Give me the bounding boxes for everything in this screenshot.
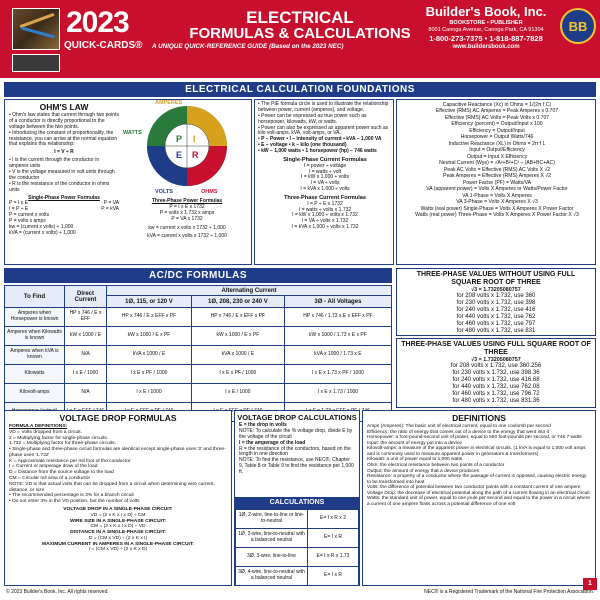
definition-item: Resistance: a property of a conductor where the passage of current is opposed, causing electric energy to be transformed into heat: [367, 474, 587, 485]
formula-item: Efficiency (percent) = Output/Input x 100: [451, 121, 543, 128]
section-title-foundations: ELECTRICAL CALCULATION FOUNDATIONS: [4, 82, 596, 97]
acdc-table: [4, 285, 392, 422]
col-alternating-current: Alternating Current: [107, 286, 392, 296]
cell: HP x 746 / 1.73 x E x EFF x PF: [284, 308, 391, 327]
ohms-law-title: OHM'S LAW: [39, 102, 89, 112]
vdf-line: VD = Volts dropped from a circuit.: [9, 429, 82, 435]
pie-bullet: • P – Power • I – intensity of current • kVA – 1,000 VA: [258, 136, 382, 143]
ohms-eq: I = V ÷ R: [54, 149, 74, 156]
table-row: [236, 510, 359, 529]
table-row: [236, 567, 359, 586]
table-row: [5, 365, 392, 384]
definition-item: Output: the amount of energy that a device produces: [367, 468, 479, 474]
ohms-law-wheel: [145, 104, 229, 188]
tp2-line: for 480 volts x 1.732, use 831.36: [452, 397, 540, 404]
three-phase-values-box-2: [396, 338, 596, 408]
pie-bullet: • kW – 1,000 watts • 1 horsepower (hp) – 746 watts: [258, 148, 377, 155]
cell: kVA x 1000 / E: [107, 346, 192, 365]
cell: kVA x 1000 / E: [191, 346, 284, 365]
formula-item: Effective (RMS) AC Volts = Peak Volts x 0.707: [444, 114, 550, 121]
tp1-list: [397, 293, 595, 334]
tp-current-formula: I = kW x 1,000 ÷ volts x 1.732: [292, 212, 358, 219]
sp-formula: P = kVA: [101, 206, 119, 213]
page-number: 1: [583, 578, 597, 590]
wheel-label-volts: VOLTS: [155, 189, 173, 195]
vdf-line: NOTE: VD is that actual volts that can be dropped from a circuit when determining wire current, distance, or size: [9, 481, 215, 493]
single-phase-title: Single-Phase Power Formulas: [28, 194, 100, 201]
ohms-p1: • Ohm's law states that current through two points of a conductor is directly proportional to the voltage between the two points.: [9, 112, 119, 130]
formula-item: VA 3-Phase = Volts X Amperes X √3: [456, 199, 538, 206]
formula-item: Neutral Current (Wye) = √A²+B²+C² – (AB+BC+AC): [439, 160, 555, 167]
table-row: [236, 548, 359, 567]
vdf-line: I = Current or amperage draw of the load: [9, 464, 98, 470]
vdf-line: • The recommended percentage is 3% for a branch circuit: [9, 493, 134, 499]
header-title-line2: FORMULAS & CALCULATIONS: [189, 25, 411, 42]
vdf-equation: D = (CM x VD) ÷ (2 x K x I): [88, 535, 148, 541]
cell: kW x 1000 / 1.73 x E x PF: [284, 327, 391, 346]
vdf-equation: VD = (2 x K x I x D) ÷ CM: [90, 512, 146, 518]
table-row: [5, 384, 392, 403]
vdc-title: VOLTAGE DROP CALCULATIONS: [237, 413, 357, 422]
acdc-title: AC/DC FORMULAS: [4, 268, 392, 283]
table-row: [236, 529, 359, 548]
formula-item: Watts (real power) Three-Phase = Volts X Amperes X Power Factor X √3: [415, 211, 579, 218]
col-1phase-240: 1Ø, 208, 230 or 240 V: [191, 296, 284, 308]
electrical-definitions-formulas: [396, 99, 596, 265]
calc-cell: 1Ø, 2-wire, line-to-line or line-to-neutral: [236, 510, 308, 529]
pie-bullet: • E – voltage • k – kilo (one thousand): [258, 142, 347, 149]
definition-item: Kilowatt: a unit of power equal to 1,000 watts: [367, 457, 463, 463]
vdf-heading: WIRE SIZE IN A SINGLE-PHASE CIRCUIT:: [69, 518, 167, 524]
tp-current-formula: I = P ÷ E x 1732: [307, 200, 343, 207]
three-phase-current-title: Three-Phase Current Formulas: [283, 195, 367, 202]
tp2-title: THREE-PHASE VALUES USING FULL SQUARE ROOT OF THREE: [401, 341, 591, 356]
svg-text:R: R: [192, 150, 199, 160]
calc-cell: E= I x R x 2: [308, 510, 359, 529]
sp-formula: kVA = (current x volts) ÷ 1,000: [9, 229, 76, 236]
tp-current-formula: I = watts ÷ volts x 1.732: [298, 206, 352, 213]
publisher-website[interactable]: www.buildersbook.com: [452, 44, 520, 50]
footer: [0, 588, 600, 600]
formula-item: Inductive Reactance (XL) in Ohms = 2π f L: [448, 140, 546, 147]
row-header: Amperes when kVA is known: [5, 346, 65, 365]
calc-cell: 3Ø, 3-wire, line-to-line: [236, 548, 308, 567]
header-title-line1: ELECTRICAL: [246, 8, 354, 27]
tp-formula: P = volts x 1.732 x amps: [159, 209, 215, 216]
formula-item: Output = Input X Efficiency: [466, 153, 528, 160]
vdf-heading: MAXIMUM CURRENT IN AMPERES IN A SINGLE-PHASE CIRCUIT:: [42, 541, 194, 547]
cell: HP x 746 / E x EFF x PF: [191, 308, 284, 327]
sp-current-formula: I = VA ÷ volts: [310, 180, 340, 187]
tp1-line: for 208 volts x 1.732, use 360: [456, 293, 536, 300]
cell: I x E x 1.73 x PF / 1000: [284, 365, 391, 384]
cell: I x E / 1000: [65, 365, 107, 384]
definition-item: Volts: the difference of potential between two conductor points with a constant current of one ampere: [367, 485, 581, 491]
definitions-list: [363, 423, 595, 508]
pie-text: [258, 102, 392, 231]
calc-cell: 3Ø, 4-wire, line-to-neutral with a balanced neutral: [236, 567, 308, 586]
three-phase-values-box-1: [396, 268, 596, 336]
formula-item: Horsepower = Output Watts/746: [460, 134, 534, 141]
header-photo: [12, 8, 60, 50]
table-row: [5, 327, 392, 346]
cell: kVA x 1000 / 1.73 x E: [284, 346, 391, 365]
header-banner: [0, 0, 600, 78]
ohms-text: [9, 113, 119, 237]
cell: N/A: [65, 384, 107, 403]
vdf-line: D = Distance from the source voltage to the load: [9, 470, 114, 476]
sp-current-formula: I = kW x 1,000 ÷ volts: [301, 174, 349, 181]
header-photo-small: [12, 54, 60, 72]
tp2-list: [397, 363, 595, 404]
vdf-equation: CM = (2 x K x I x D) ÷ VD: [90, 524, 146, 530]
three-phase-power-title: Three-Phase Power Formulas: [151, 198, 223, 204]
definition-item: Amps (Amperes): The basic unit of electrical current, equal to one coulomb per second: [367, 424, 551, 429]
tp2-line: for 230 volts x 1.732, use 398.36: [452, 370, 540, 377]
wheel-label-watts: WATTS: [123, 130, 142, 136]
vdf-line: • Do not enter 3% in the VD position, but the number of volts: [9, 499, 140, 505]
vdf-title: VOLTAGE DROP FORMULAS: [59, 413, 177, 423]
vdf-heading: VOLTAGE DROP IN A SINGLE-PHASE CIRCUIT:: [63, 506, 173, 512]
pie-intro: • The PIE formula circle is used to illustrate the relationship between power, current (amperes), and voltage.: [258, 101, 389, 113]
sp-formula: P = volts x amps: [9, 218, 46, 225]
tp1-sub: √3 = 1.73205080757: [471, 287, 521, 294]
header-quick-cards: QUICK-CARDS®: [64, 40, 143, 51]
publisher-logo: [560, 8, 596, 44]
col-to-find: To Find: [5, 286, 65, 308]
definition-item: Input: the amount of energy put into a device: [367, 440, 462, 446]
voltage-drop-calculations-box: [234, 410, 360, 586]
vdf-heading: DISTANCE IN A SINGLE-PHASE CIRCUIT:: [70, 530, 166, 536]
ohms-p2: • Introducing the constant of proportionality, the resistance, you can arrive at the normal equation that explains this relationship:: [9, 129, 118, 148]
calc-cell: E= I x R: [308, 529, 359, 548]
vdf-line: K = Approximate resistance per mil foot of the conductor: [9, 458, 131, 464]
calculations-table: [235, 509, 359, 586]
vdf-equation: I = (CM x VD) ÷ (2 x K x D): [88, 547, 148, 553]
definition-item: Efficiency: the ratio of energy that comes out of a device to the energy that went into it: [367, 429, 550, 435]
sp-formula: P = current x volts: [9, 212, 50, 219]
tp1-line: for 460 volts x 1.732, use 797: [456, 320, 536, 327]
vdf-line: CM = Circular mil area of a conductor: [9, 476, 91, 482]
three-phase-power-block: [127, 199, 247, 240]
formula-item: Peak AC Volts = Effective (RMS) AC Volts X √2: [443, 166, 551, 173]
sp-current-formula: I = power ÷ voltage: [303, 162, 347, 169]
wheel-label-amperes: AMPERES: [155, 100, 183, 106]
formula-item: VA (apparent power) = Volts X Amperes or Watts/Power Factor: [426, 186, 568, 193]
formula-item: Effective (RMS) AC Amperes = Peak Amperes x 0.707: [435, 108, 559, 115]
header-tagline: A UNIQUE QUICK-REFERENCE GUIDE (Based on the 2023 NEC): [152, 43, 344, 50]
calc-cell: 1Ø, 3-wire, line-to-neutral with a balanced neutral: [236, 529, 308, 548]
ohms-p4: • V is the voltage measured in volt units through the conductor: [9, 169, 115, 181]
tp-formula: P = I x E x 1732: [169, 203, 205, 210]
definition-item: Kilovolt-amps: a measure of the apparent power in electrical circuits. (1 kVA is equal to 1,000 volt amps and is commonly used to measure apparent power in generators & transformers): [367, 446, 586, 457]
formula-item: Power Factor (PF) = Watts/VA: [462, 179, 532, 186]
tp-current-formula: I = kVA x 1,000 ÷ volts x 1.732: [291, 224, 359, 231]
svg-text:P: P: [176, 134, 183, 144]
vdc-text: [235, 422, 359, 477]
ohms-p5: • R is the resistance of the conductor in ohms units: [9, 180, 110, 193]
formula-item: Input = Output/Efficiency: [469, 147, 525, 154]
tp2-line: for 208 volts x 1.732, use 360.256: [450, 363, 542, 370]
ohms-p3: • I is the current through the conductor in amperes units: [9, 157, 100, 170]
tp1-line: for 240 volts x 1.732, use 416: [456, 307, 536, 314]
formula-item: Efficiency = Output/Input: [469, 127, 525, 134]
vdc-line: NOTE: To find the resistance, use NEC®, Chapter 9, Table 8 or Table 9 to find the resistance per 1,000 ft.: [239, 457, 354, 476]
tp-formula: kVA = current x volts x 1732 ÷ 1,000: [147, 233, 227, 240]
logo-text: BB: [568, 18, 588, 34]
tp-formula: P = VA x 1732: [171, 215, 203, 222]
vdc-line: R = the resistance of the conductors, based on the length in one direction: [239, 445, 351, 458]
cell: kW x 1000 / E: [65, 327, 107, 346]
vdf-text: [5, 423, 231, 554]
pie-bullet: • Power can also be expressed as apparent power such as kilo volt-amps, kVA, volt-amps, or VA.: [258, 124, 389, 137]
definition-item: Watts: the standard unit of power, equal to one joule per second and equal to the power in a circuit where a current of one ampere flows across a potential difference of one volt: [367, 496, 591, 507]
vdc-line: E = the drop in volts: [239, 422, 287, 428]
svg-text:E: E: [176, 150, 183, 160]
tp2-sub: √3 = 1.73205080757: [471, 357, 521, 364]
row-header: Kilovolt-amps: [5, 384, 65, 403]
col-direct-current: Direct Current: [65, 286, 107, 308]
formula-item: VA 1-Phase = Volts X Amperes: [462, 192, 532, 199]
row-header: Amperes when Kilowatts is known: [5, 327, 65, 346]
formula-item: Peak Amperes = Effective (RMS) Amperes X √2: [443, 173, 551, 180]
cell: kW x 1000 / E x PF: [107, 327, 192, 346]
sp-formula: P = I x E: [9, 200, 28, 207]
calc-cell: E= I x R: [308, 567, 359, 586]
tp1-title: THREE-PHASE VALUES WITHOUT USING FULL SQUARE ROOT OF THREE: [416, 271, 576, 286]
vdf-line: 2 = Multiplying factor for single-phase circuits.: [9, 435, 109, 441]
formula-item: Watts (real power) Single-Phase = Volts X Amperes X Power Factor: [420, 205, 574, 212]
cell: HP x 746 / E x EFF: [65, 308, 107, 327]
formula-item: Capacitive Reactance (Xc) in Ohms = 1/(2π f C): [442, 102, 552, 108]
table-row: [5, 308, 392, 327]
cell: HP x 746 / E x EFF x PF: [107, 308, 192, 327]
definitions-title: DEFINITIONS: [452, 413, 506, 423]
vdf-defs-title: FORMULA DEFINITIONS:: [9, 424, 68, 429]
sp-formula: P = VA: [103, 200, 119, 207]
publisher-address: 8001 Canoga Avenue, Canoga Park, CA 91304: [428, 27, 544, 33]
definitions-box: [362, 410, 596, 586]
tp1-line: for 230 volts x 1.732, use 398: [456, 300, 536, 307]
cell: I x E x PF / 1000: [107, 365, 192, 384]
sp-formula: kw = (current x volts) ÷ 1,000: [9, 224, 74, 231]
tp-current-formula: I = VA ÷ volts x 1.732: [301, 218, 349, 225]
cell: N/A: [65, 346, 107, 365]
definition-item: Horsepower: a foot-pound-second unit of power, equal to 550 foot-pounds per second, or 746.7 watts: [367, 435, 582, 441]
tp2-line: for 440 volts x 1.732, use 762.08: [452, 384, 540, 391]
cell: I x E / 1000: [107, 384, 192, 403]
footer-copyright: © 2023 Builder's Book, Inc. All rights reserved.: [6, 589, 109, 595]
vdc-line: I = the amperage of the load: [239, 439, 306, 446]
sp-current-formula: I = watts ÷ volt: [308, 168, 342, 175]
cell: I x E / 1000: [191, 384, 284, 403]
voltage-drop-formulas-box: [4, 410, 232, 586]
calc-cell: E= I x R x 1.73: [308, 548, 359, 567]
cell: I x E x PF / 1000: [191, 365, 284, 384]
cell: I x E x 1.73 / 1000: [284, 384, 391, 403]
svg-text:I: I: [193, 134, 196, 144]
footer-trademark: NEC® is a Registered Trademark of the National Fire Protection Association.: [424, 589, 594, 595]
wheel-label-ohms: OHMS: [201, 189, 218, 195]
col-3phase: 3Ø - All Voltages: [284, 296, 391, 308]
vdf-line: • Single-phase and three-phase circuit formulas are identical except single-phase uses '2' and three-phase uses '1.732': [9, 447, 226, 458]
sp-formula: I = P ÷ E: [9, 206, 29, 213]
vdf-line: 1.732 = Multiplying factor for three-phase circuits.: [9, 441, 116, 447]
col-1phase-120: 1Ø, 115, or 120 V: [107, 296, 192, 308]
vdc-line: NOTE: To calculate the % voltage drop, divide E by the voltage of the circuit: [239, 427, 353, 440]
publisher-block: [416, 4, 556, 50]
tp2-line: for 460 volts x 1.732, use 796.72: [452, 390, 540, 397]
calculations-title: CALCULATIONS: [235, 497, 359, 509]
cell: kW x 1000 / E x PF: [191, 327, 284, 346]
publisher-phone: 1-800-273-7375 • 1-818-887-7828: [429, 34, 543, 43]
single-phase-current-title: Single-Phase Current Formulas: [283, 157, 367, 164]
tp1-line: for 440 volts x 1.732, use 762: [456, 314, 536, 321]
formula-list: [399, 102, 595, 218]
publisher-name: Builder's Book, Inc.: [425, 4, 547, 19]
tp1-line: for 480 volts x 1.732, use 831: [456, 327, 536, 334]
header-year: 2023: [66, 6, 129, 39]
row-header: Kilowatts: [5, 365, 65, 384]
tp2-line: for 240 volts x 1.732, use 416.68: [452, 377, 540, 384]
row-header: Amperes when Horsepower is known: [5, 308, 65, 327]
definition-item: Voltage Drop: the decrease of electrical potential along the path of a current flowing in an electrical circuit: [367, 490, 590, 496]
table-row: [5, 346, 392, 365]
pie-bullet: • Power can be expressed as true power such as horsepower, kilowatts, kW, or watts.: [258, 112, 367, 125]
ohms-law-box: [4, 99, 252, 265]
definition-item: Ohm: the electrical resistance between two points of a conductor: [367, 462, 505, 468]
publisher-sub: BOOKSTORE • PUBLISHER: [449, 20, 523, 26]
sp-current-formula: I = kVA x 1,000 ÷ volts: [300, 186, 350, 193]
pie-formula-box: [254, 99, 394, 265]
tp-formula: kw = current x volts x 1732 ÷ 1,000: [148, 224, 226, 231]
